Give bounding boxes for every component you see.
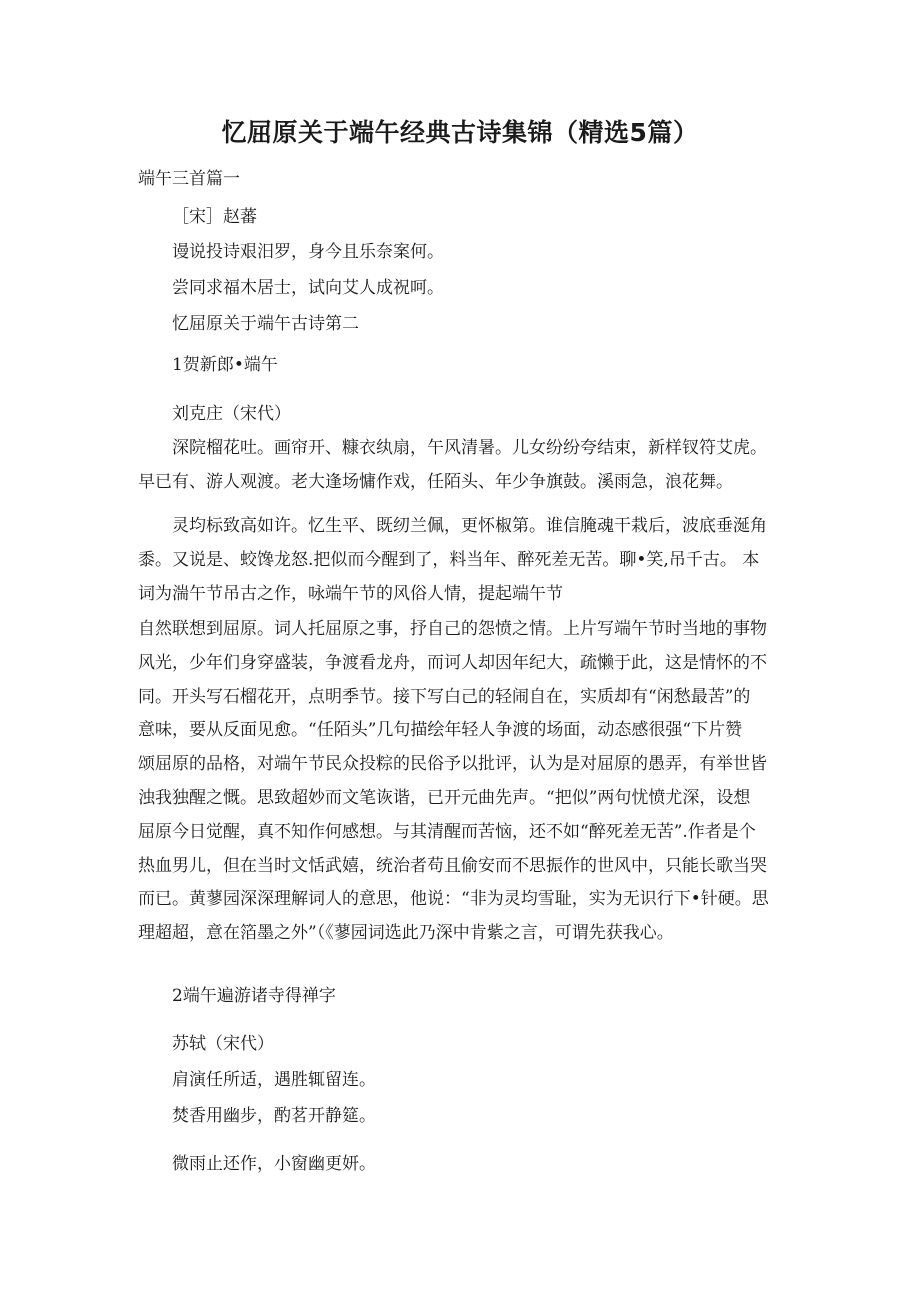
text-line: 深院榴花吐。画帘开、糠衣纨扇，午风清暑。儿女纷纷夸结束，新样钗符艾虎。 (172, 438, 767, 458)
poem-title: 1贺新郎•端午 (172, 355, 278, 375)
poem-author: ［宋］赵蕃 (172, 207, 257, 227)
document-title: 忆屈原关于端午经典古诗集锦（精选5篇） (221, 118, 699, 147)
text-line: 热血男儿，但在当时文恬武嬉，统治者苟且偷安而不思振作的世风中，只能长歌当哭 (138, 855, 767, 876)
text-line: 而已。黄蓼园深深理解词人的意思，他说：“非为灵均雪耻，实为无识行下•针硬。思 (138, 889, 769, 910)
poem-line: 焚香用幽步，酌茗开静筵。 (172, 1106, 376, 1126)
text-line: 屈原今日觉醒，真不知作何感想。与其清醒而苦恼，还不如“醉死差无苦”.作者是个 (138, 821, 756, 842)
poem-stanza (138, 510, 774, 611)
poem-line: 尝同求福木居士，试向艾人成祝呵。 (172, 278, 444, 298)
text-line: 风光，少年们身穿盛装，争渡看龙舟，而诃人却因年纪大，疏懒于此，这是情怀的不 (138, 652, 767, 673)
text-line: 词为湍午节吊古之作，咏端午节的风俗人情，提起端午节 (138, 583, 563, 604)
poem-title: 2端午遍游诸寺得禅字 (172, 986, 336, 1006)
poem-line: 谩说投诗艰汨罗，身今且乐奈案何。 (172, 242, 444, 262)
poem-line: 肩演任所适，遇胜辄留连。 (172, 1070, 376, 1090)
text-line: 意味，要从反面见愈。“任陌头”几句描绘年轻人争渡的场面，动态感很强“下片赞 (138, 720, 743, 741)
commentary-paragraph (138, 613, 774, 951)
section-heading: 忆屈原关于端午古诗第二 (172, 314, 359, 334)
text-line: 同。开头写石榴花开，点明季节。接下写白己的轻闹自在，实质却有“闲愁最苦”的 (138, 686, 751, 707)
poem-author: 苏轼（宋代） (172, 1034, 274, 1054)
poem-line: 微雨止还作，小窗幽更妍。 (172, 1154, 376, 1174)
poem-author: 刘克庄（宋代） (172, 404, 291, 424)
text-line: 颂屈原的品格，对端午节民众投粽的民俗予以批评，认为是对屈原的愚弄，有举世皆 (138, 754, 767, 775)
text-line: 浊我独醒之慨。思致超妙而文笔诙谐，已开元曲先声。“把似”两句忧愤尤深，设想 (138, 787, 751, 808)
text-line: 黍。又说是、蛟馋龙怒.把似而今醒到了，料当年、醉死差无苦。聊•笑,吊千古。 本 (138, 549, 760, 570)
text-line: 早已有、游人观渡。老大逢场慵作戏，任陌头、年少争旗鼓。溪雨急，浪花舞。 (138, 471, 733, 492)
section-heading: 端午三首篇一 (138, 169, 240, 189)
text-line: 自然联想到屈原。词人托屈原之事，抒自己的怨愤之情。上片写端午节时当地的事物 (138, 619, 767, 639)
poem-stanza (138, 432, 774, 500)
text-line: 灵均标致高如许。忆生平、既纫兰佩，更怀椒第。谁信腌魂干栽后，波底垂涎角 (172, 516, 767, 536)
text-line: 理超超，意在箔墨之外”（《蓼园词选此乃深中肯紫之言，可谓先获我心。 (138, 923, 674, 944)
